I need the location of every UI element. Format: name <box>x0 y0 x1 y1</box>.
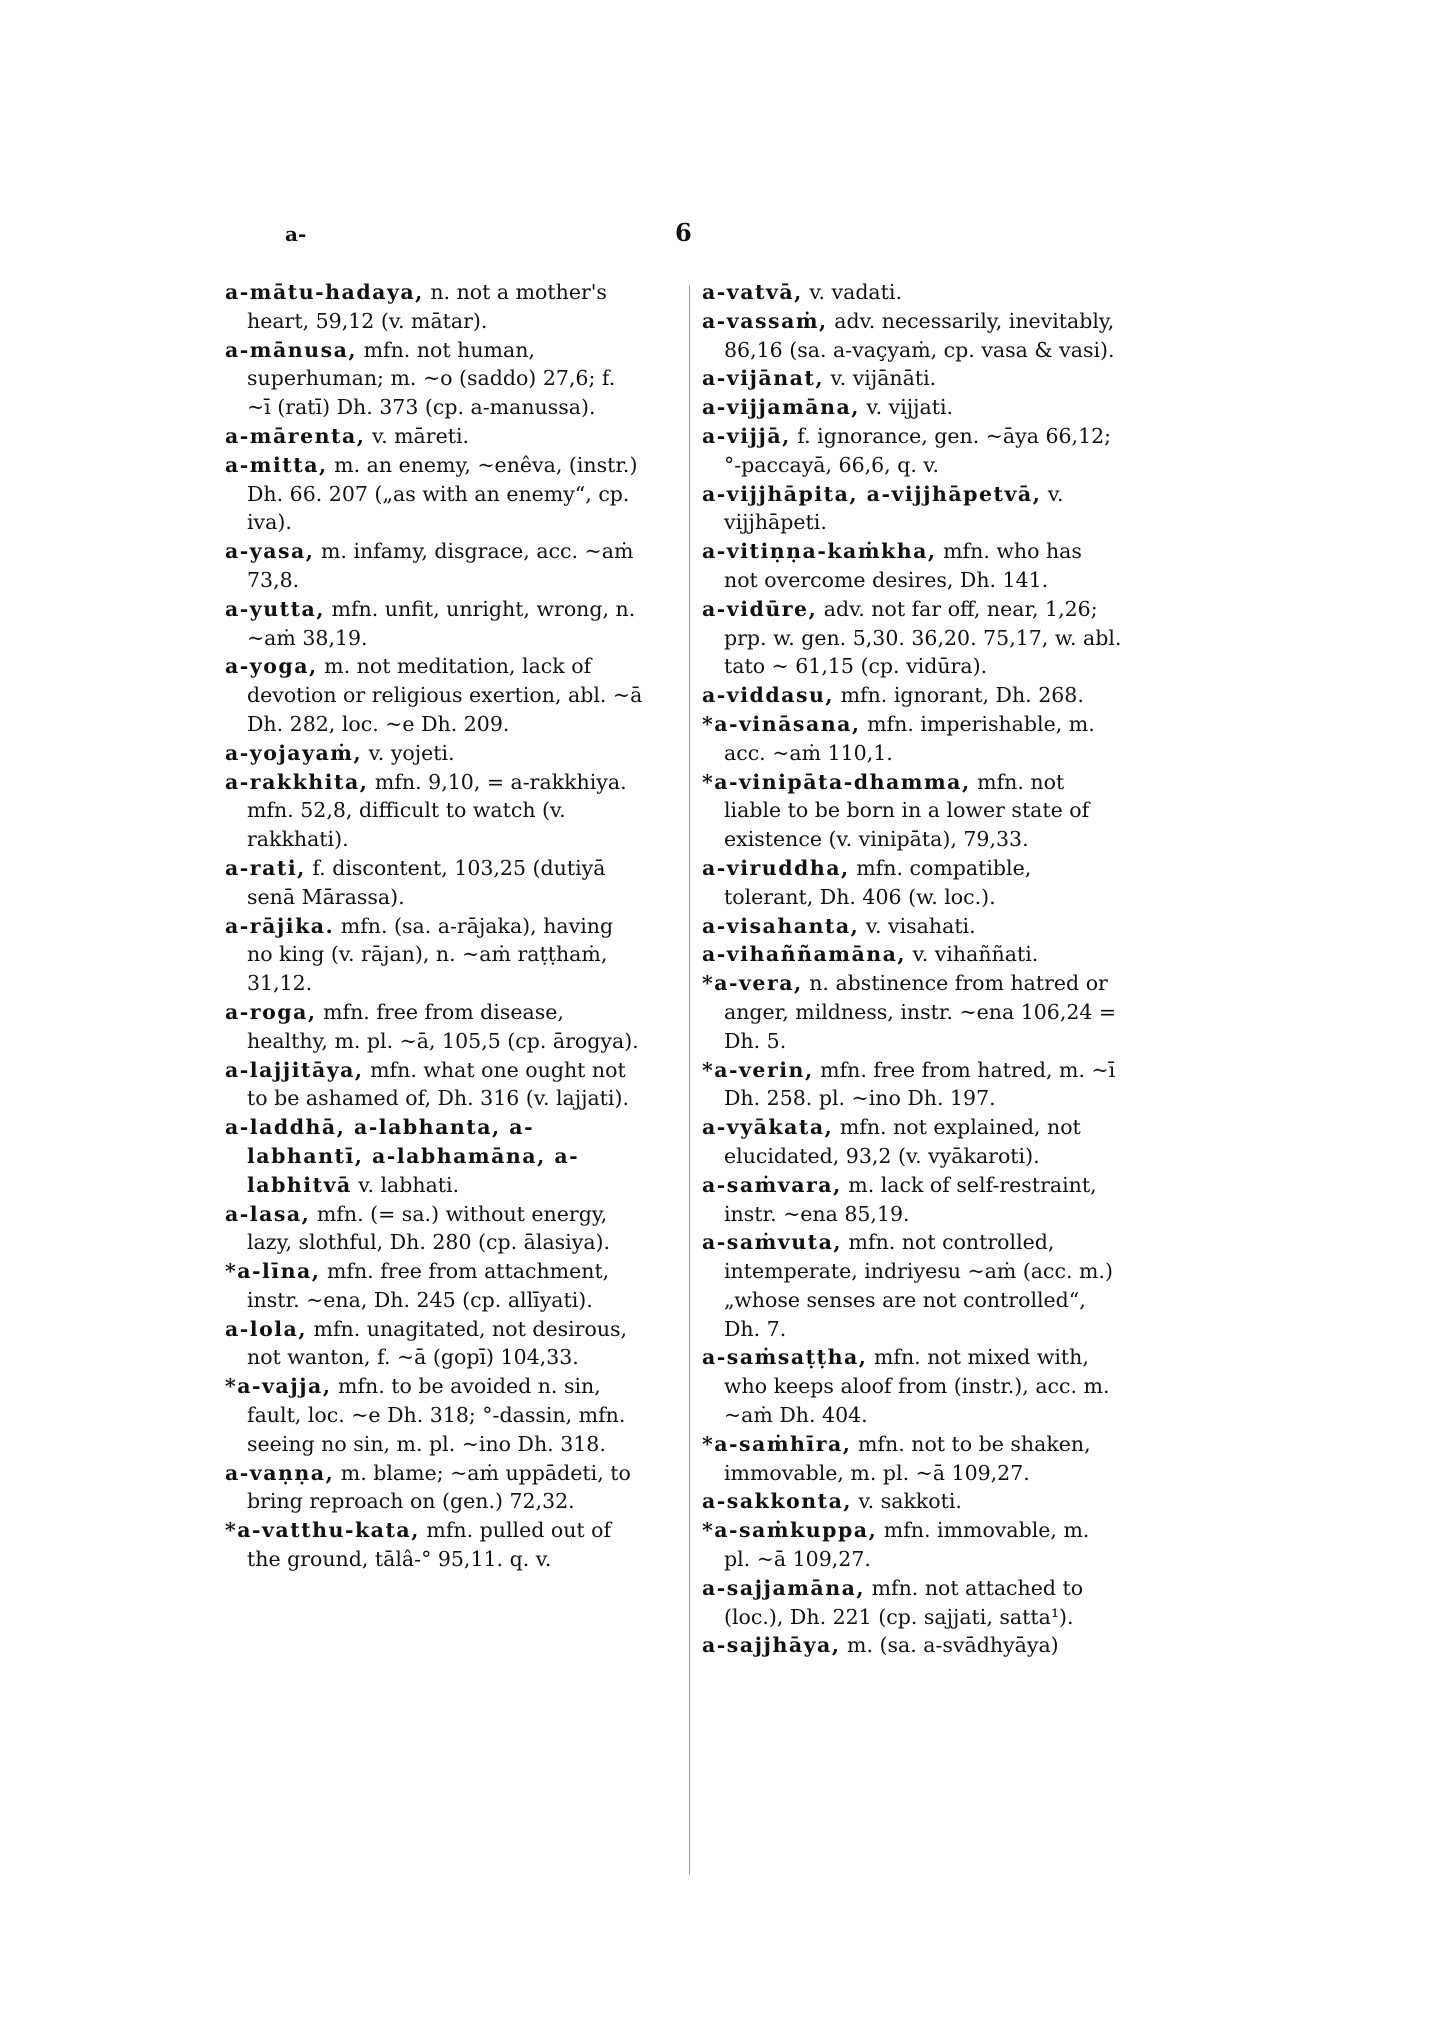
definition: mfn. not mixed with, who keeps aloof from (instr.), acc. m. ~aṁ Dh. 404. <box>724 1345 1110 1428</box>
headword: a-yasa, <box>225 539 315 564</box>
headword: a-mitta, <box>225 452 328 477</box>
dictionary-entry <box>702 969 1122 1055</box>
definition: f. discontent, 103,25 (dutiyā senā Mārassa). <box>247 855 606 909</box>
dictionary-entry <box>225 336 645 422</box>
headword: a-vijjhāpita, a-vijjhāpetvā, <box>702 481 1042 506</box>
definition: m. an enemy, ~enêva, (instr.) Dh. 66. 207 („as with an enemy“, cp. iva). <box>247 452 638 535</box>
definition: mfn. not liable to be born in a lower state of existence (v. vinipāta), 79,33. <box>724 769 1090 852</box>
dictionary-entry <box>702 1171 1122 1229</box>
definition: mfn. free from attachment, instr. ~ena, Dh. 245 (cp. allīyati). <box>247 1259 610 1312</box>
dictionary-entry <box>702 1574 1122 1632</box>
dictionary-entry <box>225 912 645 998</box>
dictionary-entry <box>702 710 1122 768</box>
definition: v. labhati. <box>358 1172 460 1197</box>
headword: a-saṁsaṭṭha, <box>702 1345 868 1370</box>
headword: a-lasa, <box>225 1201 311 1226</box>
dictionary-entry <box>225 854 645 912</box>
definition: mfn. not to be shaken, immovable, m. pl. ~ā 109,27. <box>724 1431 1091 1485</box>
headword: a-mānusa, <box>225 337 358 362</box>
dictionary-entry <box>225 1315 645 1373</box>
headword: a-rājika. <box>225 913 335 938</box>
definition: m. infamy, disgrace, acc. ~aṁ 73,8. <box>247 539 634 592</box>
headword: a-lola, <box>225 1316 307 1341</box>
headword: a-vassaṁ, <box>702 308 828 333</box>
dictionary-entry <box>225 1113 645 1199</box>
definition: v. vihaññati. <box>912 942 1039 967</box>
definition: mfn. not controlled, intemperate, indriyesu ~aṁ (acc. m.) „whose senses are not controlled“, Dh. 7. <box>724 1230 1113 1341</box>
headword: a-lajjitāya, <box>225 1057 364 1082</box>
dictionary-entry <box>702 1516 1122 1574</box>
definition: mfn. free from disease, healthy, m. pl. ~ā, 105,5 (cp. ārogya). <box>247 999 639 1053</box>
definition: v. māreti. <box>371 423 470 448</box>
dictionary-entry <box>702 912 1122 941</box>
dictionary-entry <box>225 739 645 768</box>
headword: a-yutta, <box>225 596 325 621</box>
dictionary-entry <box>702 393 1122 422</box>
dictionary-entry <box>225 998 645 1056</box>
headword: *a-vajja, <box>225 1374 332 1399</box>
running-head: a- <box>285 222 307 246</box>
headword: a-vidūre, <box>702 596 818 621</box>
headword: a-vyākata, <box>702 1115 834 1140</box>
dictionary-entry <box>702 1228 1122 1343</box>
dictionary-entry <box>225 537 645 595</box>
definition: mfn. pulled out of the ground, tālâ-° 95,11. q. v. <box>247 1518 612 1572</box>
dictionary-entry <box>225 768 645 854</box>
definition: v. yojeti. <box>368 740 455 765</box>
definition: adv. not far off, near, 1,26; prp. w. gen. 5,30. 36,20. 75,17, w. abl. tato ~ 61,15 (cp. vidūra). <box>724 596 1122 679</box>
dictionary-entry <box>225 652 645 738</box>
headword: a-rakkhita, <box>225 769 369 794</box>
definition: v. vijānāti. <box>830 366 937 391</box>
dictionary-entry <box>225 278 645 336</box>
headword: *a-līna, <box>225 1259 321 1284</box>
definition: n. abstinence from hatred or anger, mildness, instr. ~ena 106,24 = Dh. 5. <box>724 971 1117 1053</box>
headword: a-laddhā, a-labhanta, a-labhantī, a-labhamāna, a-labhitvā <box>225 1115 580 1197</box>
headword: *a-vinipāta-dhamma, <box>702 769 971 794</box>
dictionary-entry <box>702 307 1122 365</box>
definition: mfn. imperishable, m. acc. ~aṁ 110,1. <box>724 711 1095 765</box>
headword: *a-saṁkuppa, <box>702 1518 878 1543</box>
dictionary-entry <box>702 1056 1122 1114</box>
definition: mfn. immovable, m. pl. ~ā 109,27. <box>724 1518 1090 1572</box>
definition: mfn. who has not overcome desires, Dh. 141. <box>724 539 1082 592</box>
definition: mfn. to be avoided n. sin, fault, loc. ~e Dh. 318; °-dassin, mfn. seeing no sin, m. pl. ~ino Dh. 318. <box>247 1374 626 1456</box>
left-column <box>225 278 645 1574</box>
headword: a-mātu-hadaya, <box>225 280 424 304</box>
dictionary-entry <box>702 940 1122 969</box>
column-divider <box>689 285 690 1875</box>
definition: f. ignorance, gen. ~āya 66,12; °-paccayā, 66,6, q. v. <box>724 423 1112 477</box>
headword: a-vatvā, <box>702 280 803 304</box>
headword: a-vitiṇṇa-kaṁkha, <box>702 539 937 564</box>
headword: *a-saṁhīra, <box>702 1431 852 1456</box>
headword: a-viddasu, <box>702 683 835 708</box>
dictionary-entry <box>702 537 1122 595</box>
headword: *a-vatthu-kata, <box>225 1518 420 1543</box>
dictionary-entry <box>225 1257 645 1315</box>
headword: a-vihaññamāna, <box>702 942 907 967</box>
dictionary-entry <box>702 854 1122 912</box>
definition: v. sakkoti. <box>858 1489 962 1514</box>
headword: *a-verin, <box>702 1057 814 1082</box>
headword: a-vaṇṇa, <box>225 1460 335 1485</box>
definition: mfn. unagitated, not desirous, not wanton, f. ~ā (gopī) 104,33. <box>247 1316 628 1370</box>
dictionary-entry <box>702 1113 1122 1171</box>
page-number: 6 <box>675 218 692 247</box>
dictionary-entry <box>702 1487 1122 1516</box>
dictionary-entry <box>702 768 1122 854</box>
definition: v. vadati. <box>809 280 902 304</box>
definition: v. visahati. <box>865 913 976 938</box>
dictionary-entry <box>225 1459 645 1517</box>
headword: *a-vināsana, <box>702 711 861 736</box>
dictionary-entry <box>702 1631 1122 1660</box>
headword: a-roga, <box>225 999 317 1024</box>
headword: a-saṁvara, <box>702 1172 842 1197</box>
definition: m. lack of self-restraint, instr. ~ena 85,19. <box>724 1172 1097 1226</box>
right-column <box>702 278 1122 1660</box>
headword: a-vijjamāna, <box>702 395 860 420</box>
definition: mfn. not explained, not elucidated, 93,2 (v. vyākaroti). <box>724 1115 1081 1168</box>
headword: a-vijānat, <box>702 366 824 391</box>
dictionary-entry <box>702 364 1122 393</box>
headword: a-rati, <box>225 855 306 880</box>
headword: a-visahanta, <box>702 913 860 938</box>
dictionary-entry <box>225 1516 645 1574</box>
headword: *a-vera, <box>702 971 803 996</box>
definition: m. not meditation, lack of devotion or religious exertion, abl. ~ā Dh. 282, loc. ~e Dh. 209. <box>247 654 643 736</box>
definition: mfn. compatible, tolerant, Dh. 406 (w. loc.). <box>724 855 1032 909</box>
definition: mfn. (= sa.) without energy, lazy, slothful, Dh. 280 (cp. ālasiya). <box>247 1201 611 1255</box>
headword: a-mārenta, <box>225 423 366 448</box>
dictionary-entry <box>225 1372 645 1458</box>
headword: a-sakkonta, <box>702 1489 852 1514</box>
dictionary-entry <box>225 595 645 653</box>
definition: mfn. what one ought not to be ashamed of, Dh. 316 (v. lajjati). <box>247 1057 629 1111</box>
dictionary-entry <box>702 278 1122 307</box>
definition: mfn. not human, superhuman; m. ~o (saddo) 27,6; f. ~ī (ratī) Dh. 373 (cp. a-manussa). <box>247 337 616 420</box>
headword: a-sajjhāya, <box>702 1633 841 1658</box>
headword: a-saṁvuta, <box>702 1230 843 1255</box>
definition: mfn. 9,10, = a-rakkhiya. mfn. 52,8, difficult to watch (v. rakkhati). <box>247 769 627 852</box>
definition: m. blame; ~aṁ uppādeti, to bring reproach on (gen.) 72,32. <box>247 1460 631 1514</box>
dictionary-entry <box>702 480 1122 538</box>
definition: adv. necessarily, inevitably, 86,16 (sa. a-vaçyaṁ, cp. vasa & vasi). <box>724 308 1115 362</box>
definition: v. vijjhāpeti. <box>724 481 1064 535</box>
definition: mfn. unfit, unright, wrong, n. ~aṁ 38,19. <box>247 596 636 650</box>
definition: m. (sa. a-svādhyāya) <box>847 1633 1059 1658</box>
dictionary-entry <box>225 1056 645 1114</box>
headword: a-sajjamāna, <box>702 1575 866 1600</box>
definition: mfn. (sa. a-rājaka), having no king (v. rājan), n. ~aṁ raṭṭhaṁ, 31,12. <box>247 913 614 996</box>
headword: a-vijjā, <box>702 423 791 448</box>
definition: n. not a mother's heart, 59,12 (v. mātar). <box>247 280 607 333</box>
headword: a-yojayaṁ, <box>225 740 363 765</box>
definition: mfn. not attached to (loc.), Dh. 221 (cp. sajjati, satta¹). <box>724 1575 1084 1629</box>
definition: v. vijjati. <box>866 395 954 420</box>
dictionary-entry <box>702 422 1122 480</box>
dictionary-entry <box>702 1343 1122 1429</box>
dictionary-entry <box>225 451 645 537</box>
headword: a-viruddha, <box>702 855 850 880</box>
dictionary-entry <box>225 422 645 451</box>
headword: a-yoga, <box>225 654 318 679</box>
dictionary-entry <box>225 1200 645 1258</box>
definition: mfn. ignorant, Dh. 268. <box>840 683 1084 708</box>
dictionary-entry <box>702 595 1122 681</box>
dictionary-entry <box>702 681 1122 710</box>
dictionary-entry <box>702 1430 1122 1488</box>
definition: mfn. free from hatred, m. ~ī Dh. 258. pl. ~ino Dh. 197. <box>724 1057 1116 1111</box>
